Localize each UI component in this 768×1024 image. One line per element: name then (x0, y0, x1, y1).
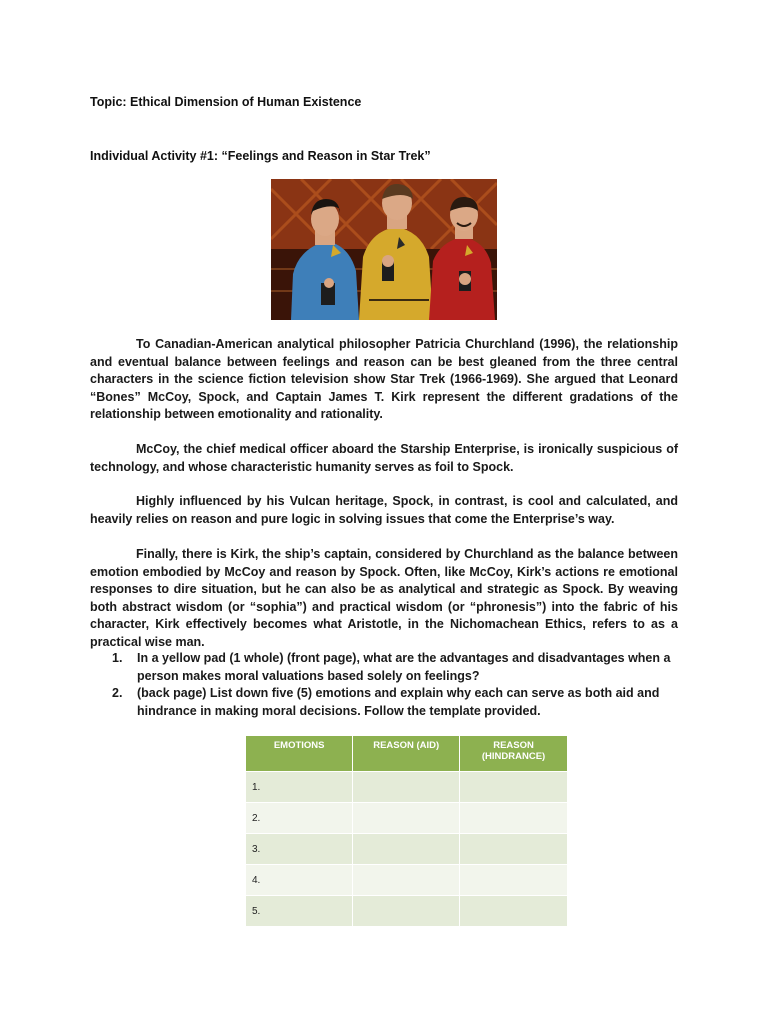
activity-heading: Individual Activity #1: “Feelings and Reason in Star Trek” (90, 149, 431, 163)
table-row (246, 803, 568, 834)
question-text: (back page) List down five (5) emotions and explain why each can serve as both aid and hindrance in making moral decisions. Follow the template provided. (137, 686, 660, 718)
row-number: 5. (246, 896, 353, 927)
header-reason-aid: REASON (AID) (353, 736, 460, 772)
question-number: 2. (112, 686, 123, 700)
table-row (246, 896, 568, 927)
topic-heading: Topic: Ethical Dimension of Human Existence (90, 95, 362, 109)
table-row (246, 865, 568, 896)
star-trek-crew-photo (271, 179, 497, 320)
row-number: 1. (246, 772, 353, 803)
question-list (112, 650, 678, 720)
row-number: 2. (246, 803, 353, 834)
paragraph-spock: Highly influenced by his Vulcan heritage, Spock, in contrast, is cool and calculated, and heavily relies on reason and pure logic in solving issues that come the Enterprise’s way. (90, 494, 678, 526)
table-header-row (246, 736, 568, 772)
header-emotions: EMOTIONS (246, 736, 353, 772)
table-row (246, 834, 568, 865)
paragraph-churchland: To Canadian-American analytical philosopher Patricia Churchland (1996), the relationship and eventual balance between feelings and reason can be best gleaned from the three central characters in the science fiction television show Star Trek (1966-1969). She argued that Leonard “Bones” McCoy, Spock, and Captain James T. Kirk represent the different gradations of the relationship between emotionality and rationality. (90, 337, 678, 421)
question-number: 1. (112, 651, 123, 665)
row-number: 3. (246, 834, 353, 865)
question-text: In a yellow pad (1 whole) (front page), what are the advantages and disadvantages when a person makes moral valuations based solely on feelings? (137, 651, 671, 683)
table-row (246, 772, 568, 803)
paragraph-kirk: Finally, there is Kirk, the ship’s captain, considered by Churchland as the balance between emotion embodied by McCoy and reason by Spock. Often, like McCoy, Kirk’s actions re emotional responses to dire situation, but he can also be as analytical and strategic as Spock. By weaving both abstract wisdom (or “sophia”) and practical wisdom (or “phronesis”) into the fabric of his character, Kirk effectively becomes what Aristotle, in the Nichomachean Ethics, refers to as a practical wise man. (90, 547, 678, 649)
header-reason-hindrance: REASON (HINDRANCE) (460, 736, 568, 772)
question-item (112, 650, 678, 685)
paragraph-mccoy: McCoy, the chief medical officer aboard the Starship Enterprise, is ironically suspicious of technology, and whose characteristic humanity serves as foil to Spock. (90, 442, 678, 474)
row-number: 4. (246, 865, 353, 896)
emotions-template-table (246, 736, 568, 926)
question-item (112, 685, 678, 720)
